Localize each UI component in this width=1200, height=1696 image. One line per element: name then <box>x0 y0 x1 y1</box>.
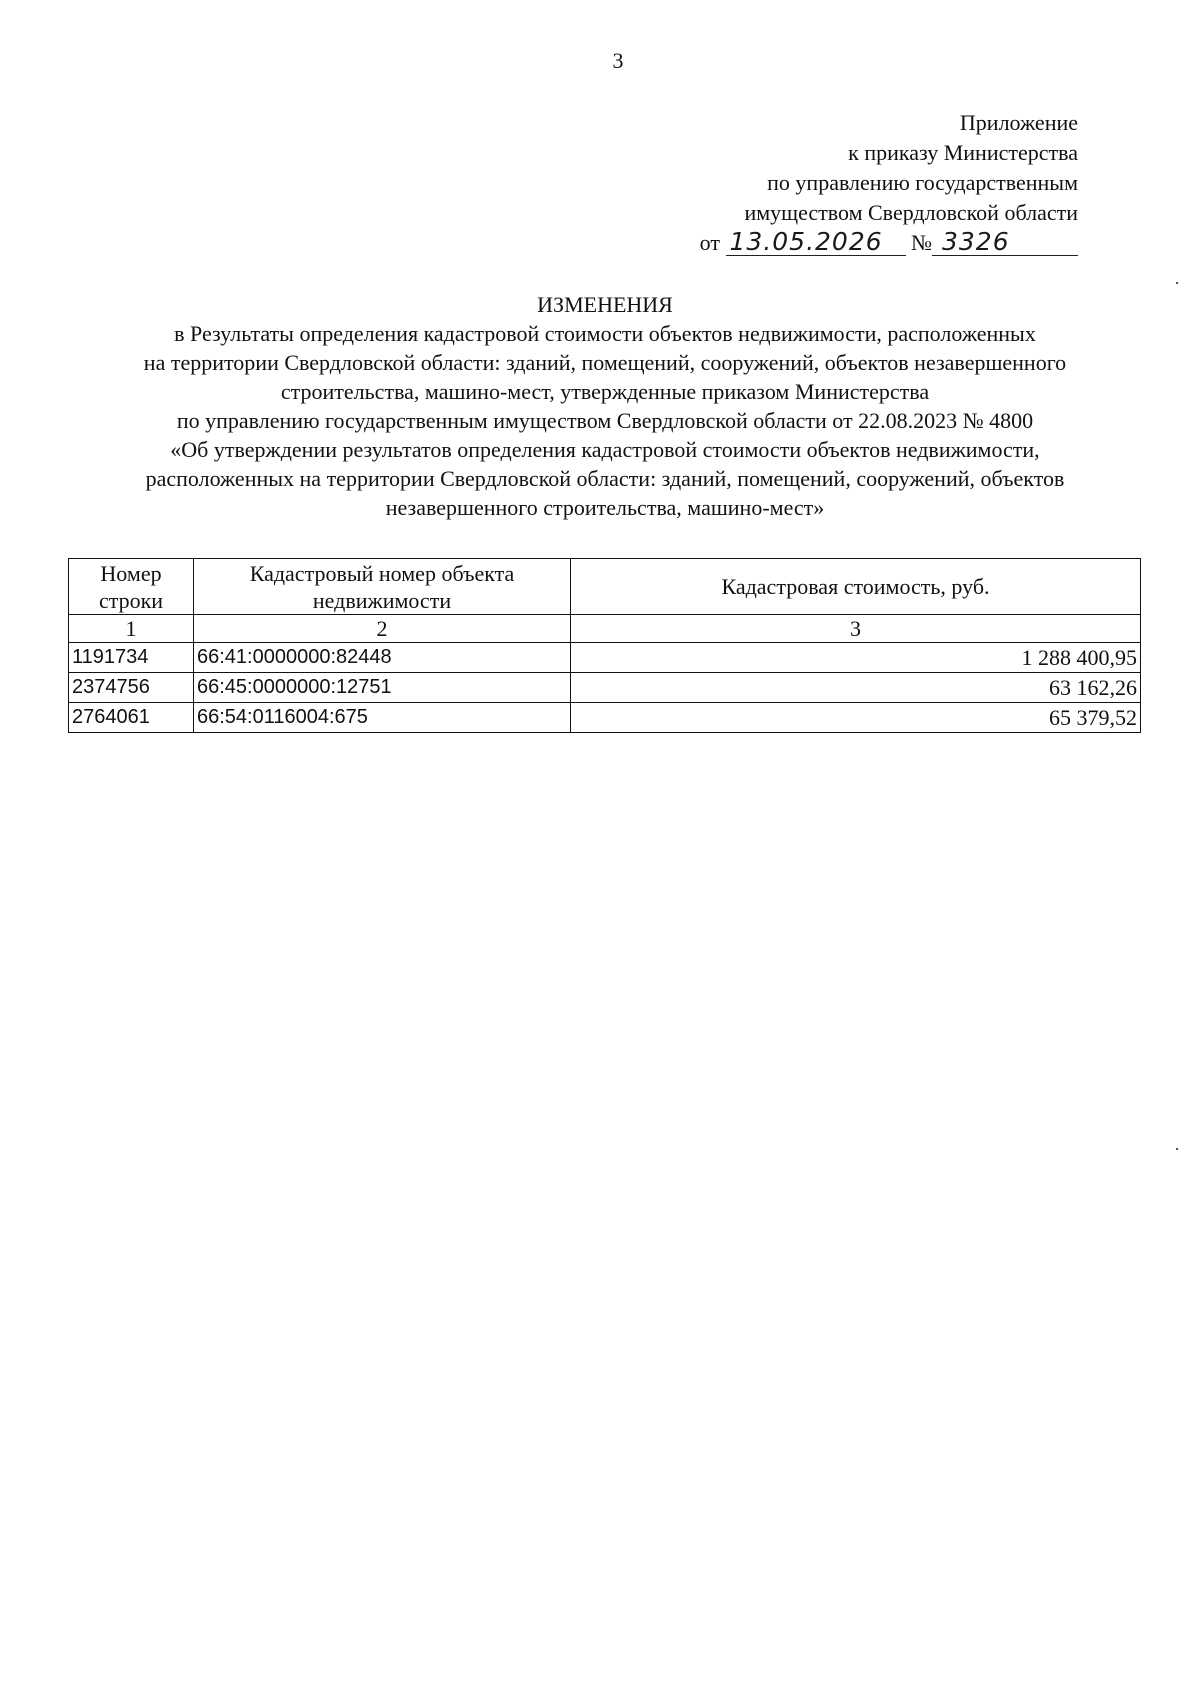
appendix-block <box>700 108 1078 258</box>
appendix-line: Приложение <box>959 110 1078 135</box>
cadastral-value-cell: 65 379,52 <box>571 703 1141 733</box>
header-cadastral-value: Кадастровая стоимость, руб. <box>571 559 1141 615</box>
page-number: 3 <box>612 48 624 73</box>
appendix-line: имуществом Свердловской области <box>744 200 1078 225</box>
scan-speck <box>1176 282 1178 284</box>
cadastral-number-cell: 66:54:0116004:675 <box>194 703 571 733</box>
title-line: строительства, машино-мест, утвержденные приказом Министерства <box>280 379 930 404</box>
column-number: 1 <box>69 615 194 643</box>
column-number: 2 <box>194 615 571 643</box>
row-number-cell: 2764061 <box>69 703 194 733</box>
table-row <box>69 673 1141 703</box>
cadastral-value-table <box>68 558 1141 733</box>
header-cadastral-number: Кадастровый номер объекта недвижимости <box>194 559 571 615</box>
handwritten-order-number: 3326 <box>932 229 1078 256</box>
table-header-row <box>69 559 1141 615</box>
title-line: незавершенного строительства, машино-мест» <box>385 495 825 520</box>
appendix-line: к приказу Министерства <box>848 140 1078 165</box>
row-number-cell: 2374756 <box>69 673 194 703</box>
table-row <box>69 703 1141 733</box>
title-line: по управлению государственным имуществом Свердловской области от 22.08.2023 № 4800 <box>176 408 1034 433</box>
table-row <box>69 643 1141 673</box>
document-heading: ИЗМЕНЕНИЯ <box>537 292 673 317</box>
order-date-number-line <box>700 228 1078 258</box>
title-line: расположенных на территории Свердловской области: зданий, помещений, сооружений, объектов <box>145 466 1065 491</box>
title-line: на территории Свердловской области: зданий, помещений, сооружений, объектов незавершенного <box>143 350 1067 375</box>
cadastral-value-cell: 63 162,26 <box>571 673 1141 703</box>
scan-speck <box>1176 1148 1178 1150</box>
cadastral-value-cell: 1 288 400,95 <box>571 643 1141 673</box>
row-number-cell: 1191734 <box>69 643 194 673</box>
document-title-block <box>70 290 1140 522</box>
title-line: в Результаты определения кадастровой стоимости объектов недвижимости, расположенных <box>174 321 1036 346</box>
cadastral-number-cell: 66:45:0000000:12751 <box>194 673 571 703</box>
handwritten-date: 13.05.2026 <box>726 229 906 256</box>
title-line: «Об утверждении результатов определения кадастровой стоимости объектов недвижимости, <box>170 437 1040 462</box>
column-number-row <box>69 615 1141 643</box>
cadastral-number-cell: 66:41:0000000:82448 <box>194 643 571 673</box>
date-prefix: от <box>699 230 720 255</box>
column-number: 3 <box>571 615 1141 643</box>
number-prefix: № <box>911 230 932 255</box>
header-row-number: Номер строки <box>69 559 194 615</box>
appendix-line: по управлению государственным <box>767 170 1078 195</box>
